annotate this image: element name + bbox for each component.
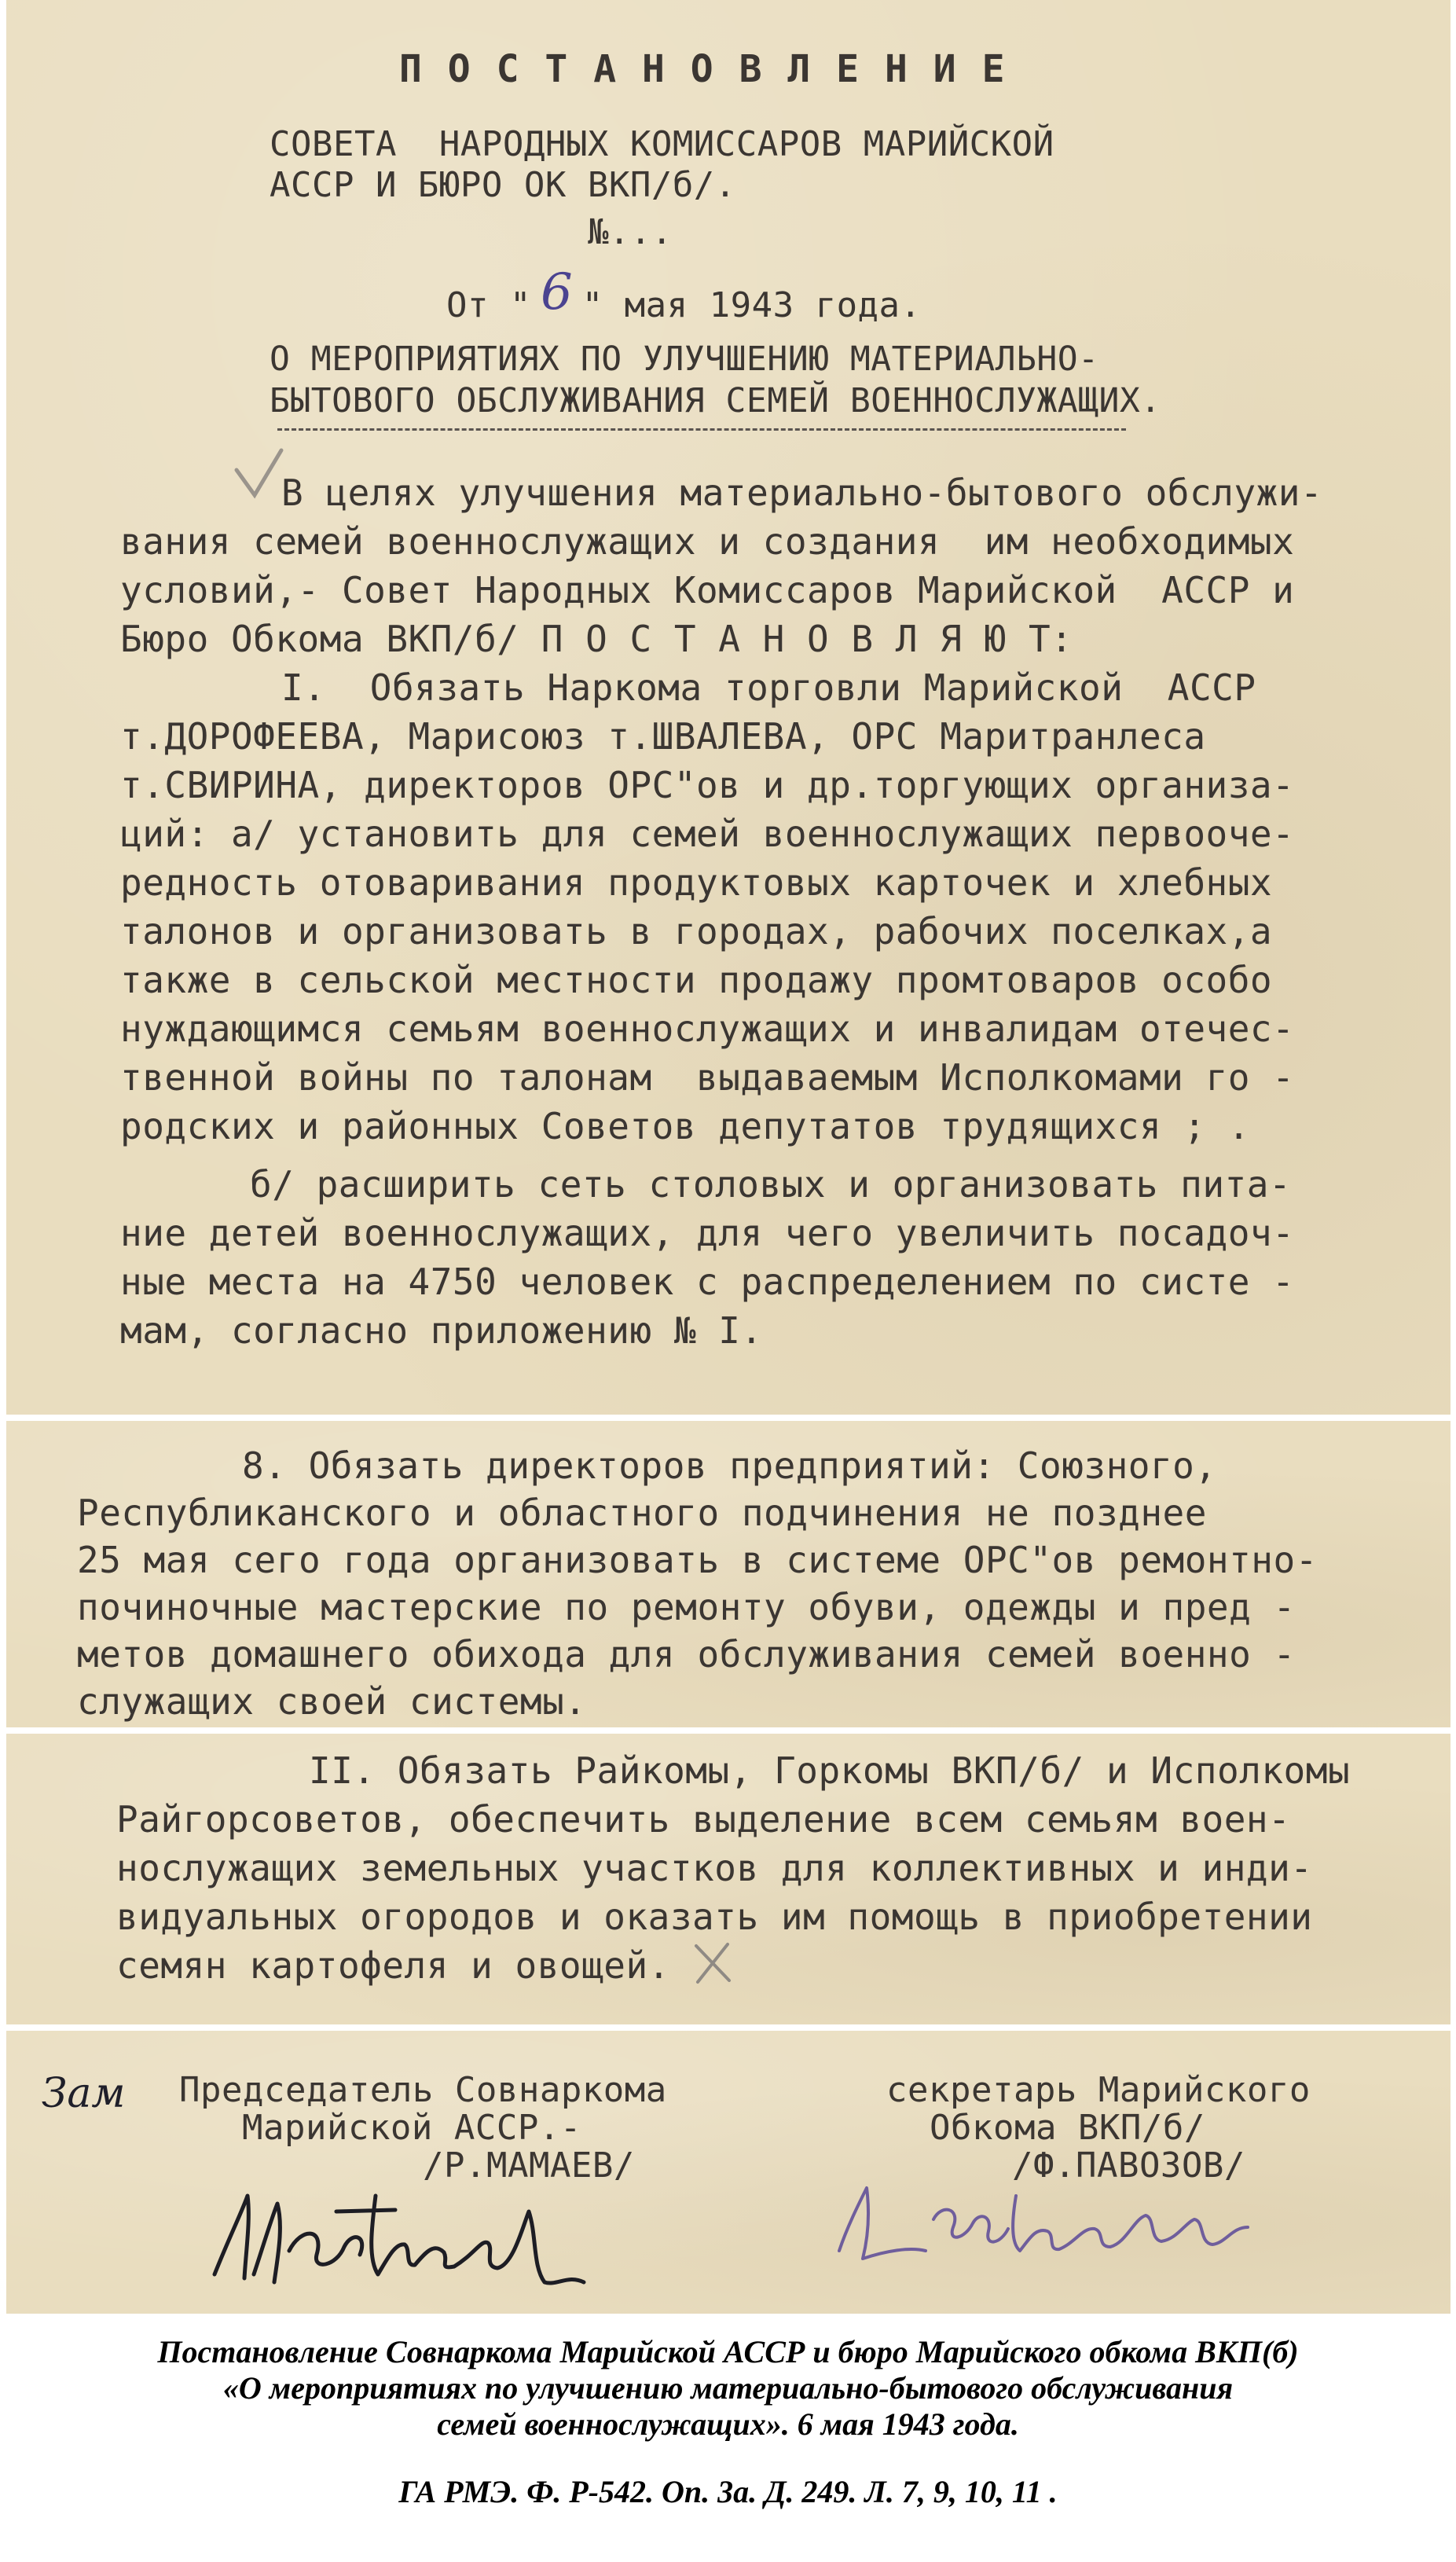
subject-line-1: О МЕРОПРИЯТИЯХ ПО УЛУЧШЕНИЮ МАТЕРИАЛЬНО- bbox=[270, 340, 1099, 379]
section-8-line: метов домашнего обихода для обслуживания семей военно - bbox=[77, 1633, 1296, 1676]
section-ii-line: нослужащих земельных участков для коллективных и инди- bbox=[116, 1847, 1313, 1889]
subject-line-2: БЫТОВОГО ОБСЛУЖИВАНИЯ СЕМЕЙ ВОЕННОСЛУЖАЩИХ. bbox=[270, 381, 1161, 420]
document-sheet-3 bbox=[6, 1734, 1450, 2024]
body-line: ние детей военнослужащих, для чего увеличить посадоч- bbox=[120, 1212, 1295, 1254]
issuer-line-2: АССР И БЮРО ОК ВКП/б/. bbox=[270, 165, 736, 205]
date-suffix: " мая 1943 года. bbox=[581, 285, 922, 325]
document-sheet-2 bbox=[6, 1421, 1450, 1727]
section-8-line: служащих своей системы. bbox=[77, 1680, 587, 1723]
issuer-line-1: СОВЕТА НАРОДНЫХ КОМИССАРОВ МАРИЙСКОЙ bbox=[270, 124, 1054, 164]
right-signature-icon bbox=[823, 2172, 1263, 2290]
section-8-line: Республиканского и областного подчинения не позднее bbox=[77, 1492, 1207, 1534]
checkmark-icon bbox=[233, 446, 288, 501]
document-sheet-1 bbox=[6, 0, 1450, 1415]
right-signatory-name: /Ф.ПАВОЗОВ/ bbox=[1012, 2145, 1245, 2186]
section-ii-line: семян картофеля и овощей. bbox=[116, 1944, 670, 1987]
section-ii-line: II. Обязать Райкомы, Горкомы ВКП/б/ и Исполкомы bbox=[309, 1749, 1351, 1792]
body-line: условий,- Совет Народных Комиссаров Марийской АССР и bbox=[120, 569, 1295, 611]
section-8-line: 25 мая сего года организовать в системе ОРС"ов ремонтно- bbox=[77, 1539, 1318, 1581]
left-signatory-title-2: Марийской АССР.- bbox=[242, 2108, 581, 2148]
right-signatory-title-1: секретарь Марийского bbox=[886, 2070, 1311, 2110]
right-signatory-title-2: Обкома ВКП/б/ bbox=[930, 2108, 1205, 2148]
section-ii-line: видуальных огородов и оказать им помощь в приобретении bbox=[116, 1896, 1313, 1938]
body-line: т.ДОРОФЕЕВА, Марисоюз т.ШВАЛЕВА, ОРС Маритранлеса bbox=[120, 715, 1206, 758]
section-8-line: починочные мастерские по ремонту обуви, одежды и пред - bbox=[77, 1586, 1296, 1628]
decree-number: №... bbox=[588, 212, 673, 252]
body-line: также в сельской местности продажу промтоваров особо bbox=[120, 959, 1273, 1001]
body-line: вания семей военнослужащих и создания им необходимых bbox=[120, 520, 1295, 563]
date-prefix: От " bbox=[446, 285, 531, 325]
decree-title: П О С Т А Н О В Л Е Н И Е bbox=[399, 47, 1007, 91]
left-signatory-title-1: Председатель Совнаркома bbox=[179, 2070, 667, 2110]
section-ii-line: Райгорсоветов, обеспечить выделение всем семьям воен- bbox=[116, 1798, 1291, 1841]
caption-line-1: Постановление Совнаркома Марийской АССР и бюро Марийского обкома ВКП(б) bbox=[157, 2334, 1299, 2369]
body-line: I. Обязать Наркома торговли Марийской АССР bbox=[281, 666, 1256, 709]
caption-line-2: «О мероприятиях по улучшению материально-бытового обслуживания bbox=[222, 2370, 1234, 2406]
section-8-line: 8. Обязать директоров предприятий: Союзного, bbox=[242, 1444, 1217, 1487]
body-line: ций: а/ установить для семей военнослужащих первооче- bbox=[120, 813, 1295, 855]
body-line: твенной войны по талонам выдаваемым Исполкомами го - bbox=[120, 1056, 1295, 1099]
left-signature-icon bbox=[199, 2164, 607, 2298]
body-line: т.СВИРИНА, директоров ОРС"ов и др.торгующих организа- bbox=[120, 764, 1295, 806]
body-line: родских и районных Советов депутатов трудящихся ; . bbox=[120, 1105, 1250, 1147]
body-line: талонов и организовать в городах, рабочих поселках,а bbox=[120, 910, 1273, 952]
body-line: мам, согласно приложению № I. bbox=[120, 1309, 763, 1352]
caption-line-3: семей военнослужащих». 6 мая 1943 года. bbox=[437, 2406, 1019, 2442]
document-sheet-4-signatures bbox=[6, 2031, 1450, 2314]
body-line: ные места на 4750 человек с распределением по систе - bbox=[120, 1261, 1295, 1303]
body-line: В целях улучшения материально-бытового обслужи- bbox=[281, 472, 1323, 514]
decree-date bbox=[446, 263, 922, 329]
left-signatory-name: /Р.МАМАЕВ/ bbox=[423, 2145, 635, 2186]
body-line: Бюро Обкома ВКП/б/ П О С Т А Н О В Л Я Ю Т: bbox=[120, 618, 1073, 660]
archive-reference: ГА РМЭ. Ф. Р-542. Оп. 3а. Д. 249. Л. 7, 9, 10, 11 . bbox=[398, 2474, 1058, 2509]
body-line: нуждающимся семьям военнослужащих и инвалидам отечес- bbox=[120, 1008, 1295, 1050]
handwritten-mark: Зам bbox=[42, 2070, 126, 2117]
pencil-mark-icon bbox=[690, 1940, 737, 1987]
body-line: б/ расширить сеть столовых и организовать пита- bbox=[250, 1163, 1292, 1206]
body-line: редность отоваривания продуктовых карточек и хлебных bbox=[120, 861, 1273, 904]
date-day: 6 bbox=[540, 263, 573, 321]
subject-underline bbox=[277, 428, 1126, 431]
